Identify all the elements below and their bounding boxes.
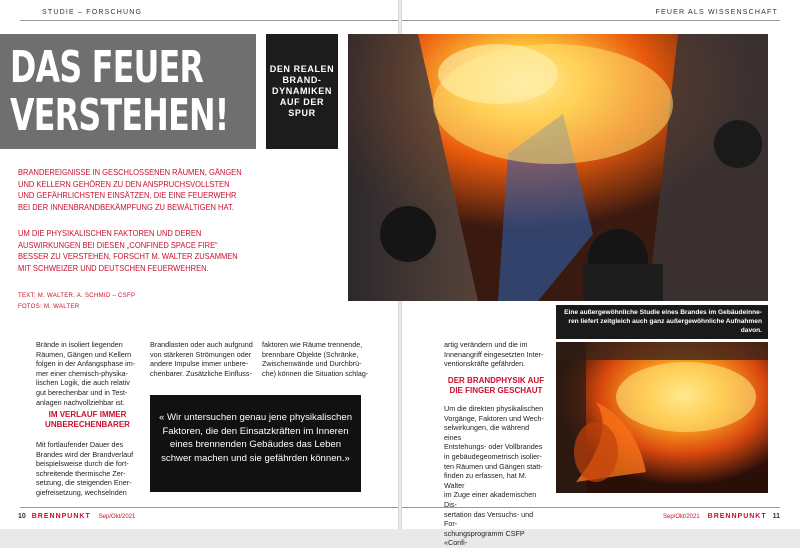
- text-line: beispielsweise durch die fort-: [36, 459, 129, 469]
- subhead-brandphysik: [444, 376, 548, 396]
- kicker-line: DEN REALEN: [269, 64, 335, 74]
- subhead-im-verlauf: [36, 410, 139, 430]
- text-line: mer einer chemisch-physika-: [36, 368, 128, 378]
- body-column-4: [444, 340, 548, 369]
- text-line: Um die direkten physikalischen: [444, 404, 544, 413]
- text-line: andere Impulse immer unbere-: [150, 359, 249, 369]
- body-column-3: [262, 340, 370, 378]
- header-rule: [20, 20, 398, 21]
- fire-corridor-image: [348, 34, 768, 301]
- text-line: Zwischenwände und Durchbrü-: [262, 359, 362, 369]
- pull-quote: « Wir untersuchen genau jene physikalischen Faktoren, die den Einsatzkräften im Inneren eines brennenden Gebäudes das Leben schwer machen und sie gefährden können.»: [150, 395, 361, 492]
- text-line: ventionskräfte gefährden.: [444, 359, 526, 369]
- magazine-logo: BRENNPUNKT: [31, 513, 91, 520]
- text-line: selwirkungen, die während eines: [444, 423, 530, 442]
- text-line: folgen in der Anfangsphase im-: [36, 359, 136, 369]
- subhead-line: IM VERLAUF IMMER: [48, 410, 127, 419]
- text-line: Vorgänge, Faktoren und Wech-: [444, 413, 544, 423]
- text-line: faktoren wie Räume trennende,: [262, 340, 363, 349]
- text-line: Brandes wird der Brandverlauf: [36, 449, 134, 459]
- photo-fire-ceiling: [556, 342, 768, 493]
- text-line: Innenangriff eingesetzten Inter-: [444, 349, 544, 359]
- text-line: artig verändern und die im: [444, 340, 528, 349]
- magazine-logo: BRENNPUNKT: [707, 513, 767, 520]
- body-column-2: [150, 340, 255, 378]
- page-number: 10: [18, 513, 26, 520]
- header-rule: [402, 20, 780, 21]
- text-line: chenbarer. Zusätzliche Einfluss-: [150, 368, 252, 378]
- text-line: im Zuge einer akademischen Dis-: [444, 490, 537, 509]
- title-line-2: VERSTEHEN!: [10, 90, 229, 141]
- text-line: Mit fortlaufender Dauer des: [36, 440, 124, 449]
- text-line: setzung, die steigenden Ener-: [36, 478, 132, 488]
- caption-line: ren liefert zeitgleich auch ganz außergewöhnliche Aufnahmen: [568, 318, 762, 325]
- footer-right: [663, 513, 780, 520]
- text-line: che) können die Situation schlag-: [262, 368, 369, 378]
- text-line: Räumen, Gängen und Kellern: [36, 349, 132, 359]
- text-line: Brandlasten oder auch aufgrund: [150, 340, 253, 349]
- text-line: schreitende thermische Zer-: [36, 468, 126, 478]
- issue-date: Sep/Okt/2021: [662, 514, 700, 520]
- running-head-left: STUDIE – FORSCHUNG: [42, 9, 143, 16]
- lead-paragraph-1: BRANDEREIGNISSE IN GESCHLOSSENEN RÄUMEN, GÄNGEN UND KELLERN GEHÖREN ZU DEN ANSPRUCHSVOLLSTEN UND GEFÄHRLICHSTEN EINSÄTZEN, DIE EINE FEUERWEHR BEI DER INNENBRANDBEKÄMPFUNG ZU BEWÄLTIGEN HAT.: [18, 167, 242, 212]
- kicker-line: BRAND-: [282, 75, 322, 85]
- title-line-1: DAS FEUER: [10, 42, 204, 93]
- text-line: Brände in isoliert liegenden: [36, 340, 123, 349]
- text-line: finden zu erfassen, hat M. Walter: [444, 471, 527, 490]
- kicker-line: AUF DER: [279, 97, 325, 107]
- text-line: sertation das Versuchs- und For-: [444, 509, 534, 529]
- body-column-1b: [36, 440, 139, 498]
- body-column-1: [36, 340, 139, 407]
- text-line: von stärkeren Strömungen oder: [150, 349, 252, 359]
- text-line: lischen Logik, die auch relativ: [36, 378, 130, 388]
- page-number: 11: [772, 513, 780, 520]
- subhead-line: DIE FINGER GESCHAUT: [449, 386, 543, 395]
- text-line: gut berechenbar und in Test-: [36, 387, 128, 397]
- caption-line: Eine außergewöhnliche Studie eines Brandes im Gebäudeinne-: [564, 309, 762, 316]
- kicker-line: SPUR: [288, 108, 316, 118]
- text-line: ten Räumen und Gängen statt-: [444, 461, 543, 471]
- kicker-box: [266, 34, 338, 149]
- body-column-4b: [444, 404, 548, 548]
- footer-left: [18, 513, 135, 520]
- text-line: brennbare Objekte (Schränke,: [262, 349, 359, 359]
- subhead-line: UNBERECHENBARER: [45, 420, 130, 429]
- issue-date: Sep/Okt/2021: [98, 514, 136, 520]
- text-line: giefreisetzung, wechselnden: [36, 487, 127, 497]
- text-credit: TEXT: M. WALTER, A. SCHMID – CSFP: [18, 293, 136, 299]
- left-page: [0, 0, 398, 529]
- photo-caption: [556, 305, 768, 339]
- subhead-line: DER BRANDPHYSIK AUF: [447, 376, 545, 385]
- lead-paragraph-2: UM DIE PHYSIKALISCHEN FAKTOREN UND DEREN AUSWIRKUNGEN BEI DIESEN „CONFINED SPACE FIRE“ BESSER ZU VERSTEHEN, FORSCHT M. WALTER ZUSAMMEN MIT SCHWEIZER UND DEUTSCHEN FEUERWEHREN.: [18, 228, 238, 273]
- text-line: Entstehungs- oder Vollbrandes: [444, 442, 543, 452]
- text-line: schungsprogramm CSFP «Confi-: [444, 528, 525, 548]
- kicker-line: DYNAMIKEN: [272, 86, 332, 96]
- photo-credit: FOTOS: M. WALTER: [18, 304, 80, 310]
- footer-rule: [20, 507, 398, 508]
- text-line: anlagen nachvollziehbar ist.: [36, 397, 125, 407]
- fire-ceiling-image: [556, 342, 768, 493]
- title-box: [0, 34, 256, 149]
- photo-fire-corridor: [348, 34, 768, 301]
- text-line: in gebäudegeometrisch isolier-: [444, 451, 542, 461]
- running-head-right: FEUER ALS WISSENSCHAFT: [655, 9, 778, 16]
- caption-line: davon.: [740, 327, 762, 334]
